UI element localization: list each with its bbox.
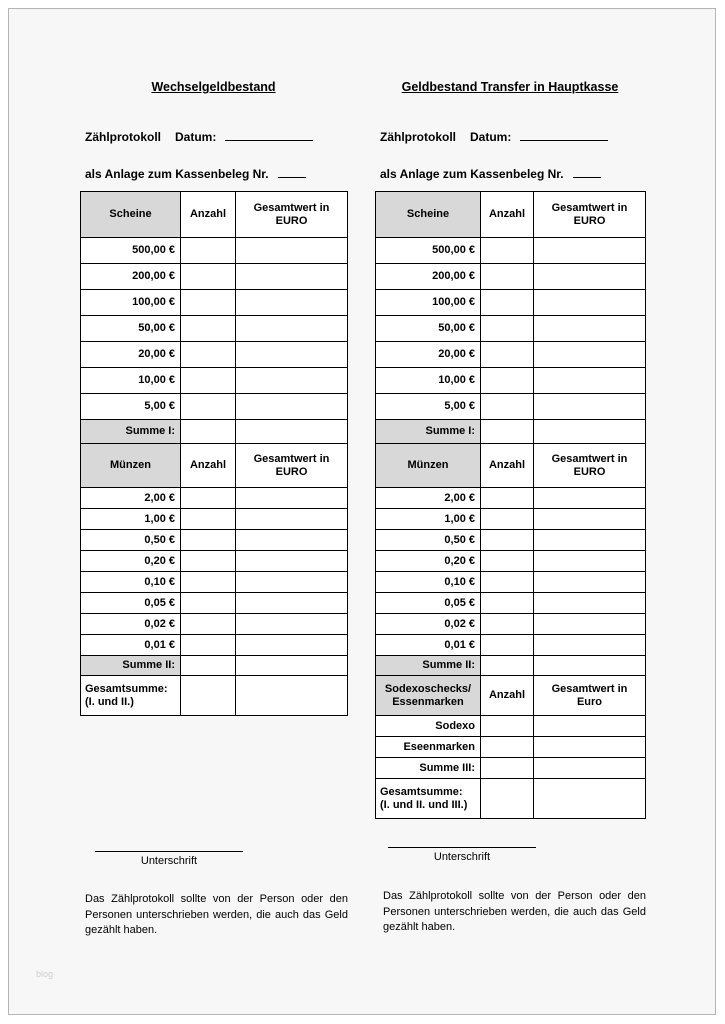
summe1-label: Summe I: (81, 420, 181, 444)
kassenbeleg-nr-blank-field (278, 166, 306, 178)
anzahl-cell (481, 509, 534, 530)
sodexo-header-line2: Essenmarken (392, 695, 464, 708)
summe3-row (376, 758, 646, 779)
gesamtwert-header-cell: Gesamtwert in EURO (534, 444, 646, 488)
denomination-label: 100,00 € (81, 290, 181, 316)
table-row (81, 551, 348, 572)
gesamtwert-cell (534, 614, 646, 635)
gesamtwert-cell (534, 342, 646, 368)
table-row (376, 394, 646, 420)
datum-label: Datum: (175, 130, 217, 144)
anzahl-cell (181, 420, 236, 444)
summe1-row (81, 420, 348, 444)
unterschrift-label: Unterschrift (140, 855, 198, 867)
anzahl-cell (481, 316, 534, 342)
signature-line (388, 847, 536, 848)
anzahl-cell (481, 264, 534, 290)
denomination-label: 2,00 € (81, 488, 181, 509)
zaehlprotokoll-line (375, 129, 645, 144)
gesamtwert-cell (236, 509, 348, 530)
anzahl-cell (481, 238, 534, 264)
signature-block-right (388, 847, 536, 863)
sodexo-header-line1: Sodexoschecks/ (384, 682, 472, 695)
denomination-label: 0,01 € (81, 635, 181, 656)
kassenbeleg-label: als Anlage zum Kassenbeleg Nr. (380, 167, 564, 181)
table-row (376, 488, 646, 509)
gesamtwert-cell (534, 758, 646, 779)
section-title-wechselgeld: Wechselgeldbestand (151, 80, 276, 94)
wechselgeld-table (80, 191, 348, 716)
anzahl-header-cell: Anzahl (481, 444, 534, 488)
table-row (376, 614, 646, 635)
scheine-header-row (81, 192, 348, 238)
summe2-label: Summe II: (376, 656, 481, 676)
table-row (376, 342, 646, 368)
gesamtwert-cell (236, 420, 348, 444)
table-row (81, 614, 348, 635)
denomination-label: 0,05 € (81, 593, 181, 614)
anzahl-cell (181, 593, 236, 614)
summe2-row (376, 656, 646, 676)
anzahl-cell (481, 656, 534, 676)
table-row (376, 551, 646, 572)
gesamtsumme-label-cell (81, 676, 181, 716)
summe1-row (376, 420, 646, 444)
gesamtwert-cell (534, 593, 646, 614)
signature-block-left (95, 851, 243, 867)
table-row (81, 342, 348, 368)
summe3-label: Summe III: (376, 758, 481, 779)
denomination-label: 20,00 € (81, 342, 181, 368)
denomination-label: 5,00 € (81, 394, 181, 420)
gesamtwert-cell (534, 488, 646, 509)
table-row (81, 316, 348, 342)
note-text-left: Das Zählprotokoll sollte von der Person oder den Personen unterschrieben werden, die auch das Geld gezählt haben. (85, 893, 348, 936)
denomination-label: 1,00 € (81, 509, 181, 530)
anzahl-cell (181, 676, 236, 716)
gesamtwert-cell (534, 635, 646, 656)
gesamtsumme-detail: (I. und II.) (85, 695, 134, 708)
gesamtwert-cell (534, 238, 646, 264)
watermark-text: blog (36, 969, 54, 979)
denomination-label: 500,00 € (376, 238, 481, 264)
gesamtsumme-detail: (I. und II. und III.) (380, 798, 468, 811)
gesamtsumme-label: Gesamtsumme: (85, 682, 168, 695)
summe2-row (81, 656, 348, 676)
denomination-label: 0,02 € (376, 614, 481, 635)
anzahl-cell (481, 635, 534, 656)
anzahl-header-cell: Anzahl (181, 444, 236, 488)
table-row (376, 716, 646, 737)
kassenbeleg-label: als Anlage zum Kassenbeleg Nr. (85, 167, 269, 181)
gesamtwert-cell (236, 290, 348, 316)
sodexo-header-row (376, 676, 646, 716)
gesamtwert-cell (236, 530, 348, 551)
zaehlprotokoll-label: Zählprotokoll (85, 130, 161, 144)
anzahl-cell (481, 551, 534, 572)
table-row (376, 572, 646, 593)
gesamtwert-cell (534, 530, 646, 551)
table-row (81, 509, 348, 530)
anzahl-cell (481, 614, 534, 635)
anzahl-cell (181, 614, 236, 635)
denomination-label: 200,00 € (376, 264, 481, 290)
anzahl-cell (181, 530, 236, 551)
table-row (81, 368, 348, 394)
denomination-label: 0,10 € (81, 572, 181, 593)
scheine-header-cell: Scheine (376, 192, 481, 238)
anzahl-cell (481, 290, 534, 316)
gesamtsumme-row (81, 676, 348, 716)
denomination-label: 10,00 € (376, 368, 481, 394)
table-row (376, 368, 646, 394)
table-row (81, 635, 348, 656)
gesamtsumme-row (376, 779, 646, 819)
anzahl-cell (481, 593, 534, 614)
table-row (81, 394, 348, 420)
anzahl-cell (181, 290, 236, 316)
gesamtwert-cell (534, 264, 646, 290)
denomination-label: 2,00 € (376, 488, 481, 509)
table-row (376, 316, 646, 342)
table-row (376, 290, 646, 316)
anzahl-cell (481, 342, 534, 368)
table-row (376, 737, 646, 758)
anzahl-cell (181, 394, 236, 420)
denomination-label: 0,05 € (376, 593, 481, 614)
anzahl-cell (481, 737, 534, 758)
denomination-label: 100,00 € (376, 290, 481, 316)
anzahl-header-cell: Anzahl (481, 676, 534, 716)
gesamtwert-cell (236, 593, 348, 614)
gesamtwert-header-cell: Gesamtwert in Euro (534, 676, 646, 716)
gesamtsumme-label-cell (376, 779, 481, 819)
denomination-label: 50,00 € (376, 316, 481, 342)
anzahl-cell (181, 551, 236, 572)
summe1-label: Summe I: (376, 420, 481, 444)
denomination-label: 20,00 € (376, 342, 481, 368)
denomination-label: 0,20 € (81, 551, 181, 572)
unterschrift-label: Unterschrift (433, 851, 491, 863)
muenzen-header-cell: Münzen (81, 444, 181, 488)
anzahl-cell (181, 635, 236, 656)
gesamtwert-header-cell: Gesamtwert in EURO (236, 444, 348, 488)
muenzen-header-cell: Münzen (376, 444, 481, 488)
gesamtwert-header-cell: Gesamtwert in EURO (534, 192, 646, 238)
sodexo-row-label: Sodexo (376, 716, 481, 737)
anzahl-cell (181, 488, 236, 509)
kassenbeleg-nr-blank-field (573, 166, 601, 178)
table-row (81, 572, 348, 593)
gesamtwert-cell (534, 368, 646, 394)
gesamtwert-cell (236, 551, 348, 572)
anzahl-cell (481, 779, 534, 819)
denomination-label: 10,00 € (81, 368, 181, 394)
anzahl-cell (481, 530, 534, 551)
denomination-label: 0,20 € (376, 551, 481, 572)
anzahl-cell (181, 342, 236, 368)
gesamtwert-cell (534, 716, 646, 737)
table-row (376, 509, 646, 530)
muenzen-header-row (81, 444, 348, 488)
table-row (81, 488, 348, 509)
datum-blank-field (520, 129, 608, 141)
anzahl-cell (181, 316, 236, 342)
gesamtwert-cell (236, 676, 348, 716)
denomination-label: 5,00 € (376, 394, 481, 420)
gesamtwert-cell (534, 290, 646, 316)
gesamtwert-cell (534, 656, 646, 676)
gesamtwert-cell (534, 420, 646, 444)
gesamtwert-cell (534, 551, 646, 572)
wechselgeld-section (80, 80, 347, 716)
gesamtwert-cell (236, 342, 348, 368)
table-row (81, 530, 348, 551)
anzahl-cell (481, 420, 534, 444)
table-row (376, 238, 646, 264)
gesamtwert-cell (534, 737, 646, 758)
hauptkasse-table (375, 191, 646, 819)
anzahl-cell (181, 656, 236, 676)
section-title-hauptkasse: Geldbestand Transfer in Hauptkasse (401, 80, 619, 94)
gesamtwert-cell (236, 238, 348, 264)
anzahl-cell (481, 488, 534, 509)
anzahl-cell (481, 368, 534, 394)
gesamtwert-cell (534, 572, 646, 593)
denomination-label: 0,50 € (81, 530, 181, 551)
note-text-right: Das Zählprotokoll sollte von der Person oder den Personen unterschrieben werden, die auch das Geld gezählt haben. (383, 890, 646, 933)
denomination-label: 50,00 € (81, 316, 181, 342)
gesamtwert-cell (236, 614, 348, 635)
gesamtwert-cell (236, 488, 348, 509)
kassenbeleg-line (375, 166, 645, 181)
datum-blank-field (225, 129, 313, 141)
table-row (81, 264, 348, 290)
gesamtwert-cell (534, 316, 646, 342)
anzahl-cell (181, 264, 236, 290)
gesamtsumme-label: Gesamtsumme: (380, 785, 463, 798)
muenzen-header-row (376, 444, 646, 488)
anzahl-header-cell: Anzahl (181, 192, 236, 238)
gesamtwert-cell (236, 264, 348, 290)
sodexo-header-cell (376, 676, 481, 716)
denomination-label: 0,10 € (376, 572, 481, 593)
hauptkasse-section (375, 80, 645, 819)
summe2-label: Summe II: (81, 656, 181, 676)
table-row (376, 593, 646, 614)
denomination-label: 0,02 € (81, 614, 181, 635)
table-row (376, 530, 646, 551)
datum-label: Datum: (470, 130, 512, 144)
denomination-label: 0,01 € (376, 635, 481, 656)
gesamtwert-cell (534, 394, 646, 420)
gesamtwert-cell (236, 394, 348, 420)
signature-line (95, 851, 243, 852)
table-row (376, 635, 646, 656)
table-row (81, 290, 348, 316)
gesamtwert-cell (534, 509, 646, 530)
gesamtwert-cell (236, 656, 348, 676)
gesamtwert-cell (236, 316, 348, 342)
denomination-label: 0,50 € (376, 530, 481, 551)
gesamtwert-cell (534, 779, 646, 819)
denomination-label: 1,00 € (376, 509, 481, 530)
denomination-label: 500,00 € (81, 238, 181, 264)
anzahl-cell (181, 238, 236, 264)
anzahl-header-cell: Anzahl (481, 192, 534, 238)
scheine-header-cell: Scheine (81, 192, 181, 238)
essenmarken-row-label: Eseenmarken (376, 737, 481, 758)
table-row (376, 264, 646, 290)
anzahl-cell (181, 368, 236, 394)
gesamtwert-cell (236, 572, 348, 593)
zaehlprotokoll-label: Zählprotokoll (380, 130, 456, 144)
anzahl-cell (181, 509, 236, 530)
denomination-label: 200,00 € (81, 264, 181, 290)
anzahl-cell (181, 572, 236, 593)
table-row (81, 593, 348, 614)
table-row (81, 238, 348, 264)
anzahl-cell (481, 758, 534, 779)
gesamtwert-cell (236, 635, 348, 656)
gesamtwert-cell (236, 368, 348, 394)
zaehlprotokoll-line (80, 129, 347, 144)
anzahl-cell (481, 716, 534, 737)
anzahl-cell (481, 394, 534, 420)
kassenbeleg-line (80, 166, 347, 181)
anzahl-cell (481, 572, 534, 593)
scheine-header-row (376, 192, 646, 238)
gesamtwert-header-cell: Gesamtwert in EURO (236, 192, 348, 238)
